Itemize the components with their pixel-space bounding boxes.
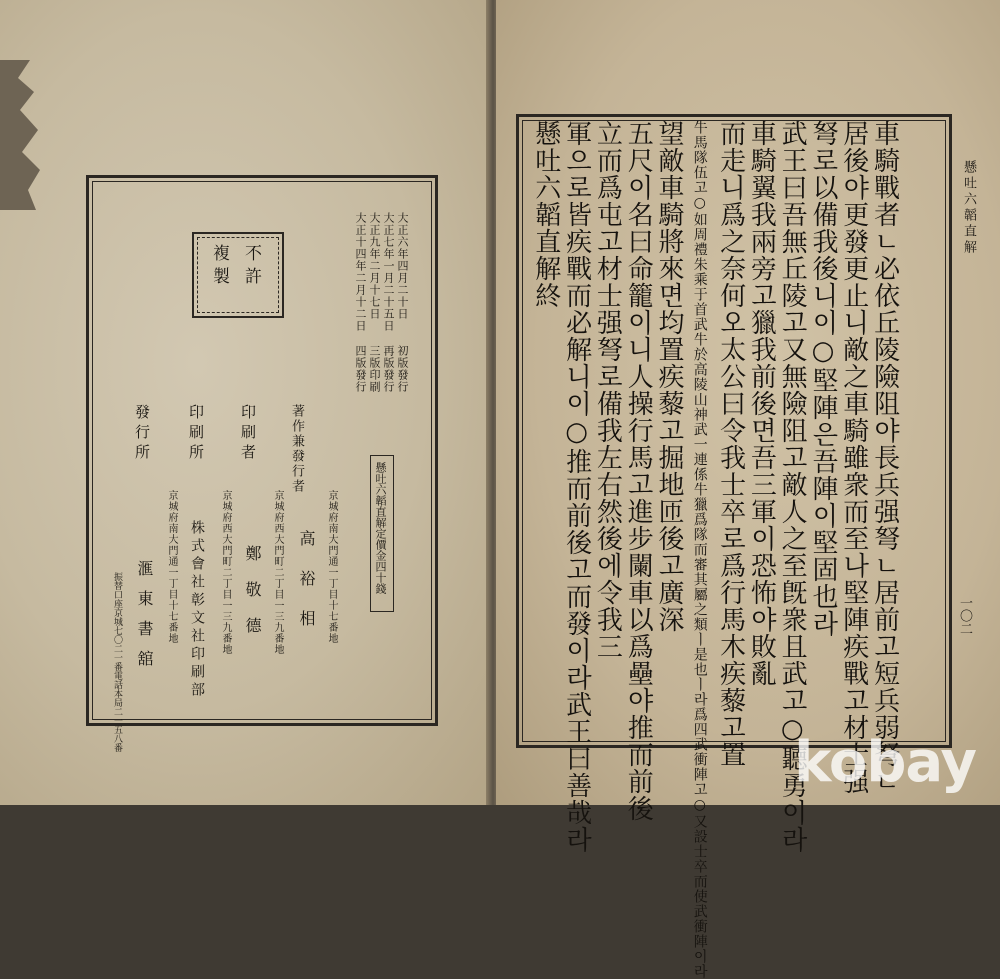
copyright-stamp (192, 232, 284, 318)
stamp-line-1: 不許 (241, 244, 261, 290)
edition-label-3: 三版印刷 (368, 345, 381, 393)
date-first-edition: 大正六年四月二十日 (396, 212, 409, 320)
text-column-8: 望敵車騎將來면均置疾藜고掘地匝後고廣深 (653, 120, 684, 633)
credit-address-printer: 京城府西大門町二丁目一三九番地 (272, 490, 283, 655)
text-column-1: 車騎戰者ㄴ必依丘陵險阻야長兵强弩ㄴ居前고短兵弱弩ㄴ (869, 120, 900, 795)
edition-label-1: 初版發行 (396, 345, 409, 393)
text-column-5: 車騎翼我兩旁고獵我前後면吾三軍이恐怖야敗亂 (746, 120, 777, 687)
text-column-9: 五尺이名曰命籠이니人操行馬고進步闌車以爲壘야推而前後 (623, 120, 654, 822)
phone-account-info: 振替口座京城七〇二一番電話本局二一五八番 (112, 572, 122, 752)
page-number: 一〇二 (957, 596, 972, 635)
text-column-4: 武王曰吾無丘陵고又無險阻고敵人之至旣衆且武고○聽勇이라 (777, 120, 808, 853)
credit-role-print-house: 印刷所 (187, 404, 205, 464)
text-column-11: 軍으로皆疾戰而必解니이○推而前後고而發이라武王曰善哉라 (561, 120, 592, 853)
date-second-edition: 大正七年一月二十五日 (382, 212, 395, 332)
credit-name-publisher: 滙東書舘 (135, 560, 154, 680)
credit-name-printer: 鄭敬德 (243, 545, 262, 653)
credit-address-print-house: 京城府西大門町二丁目一三九番地 (220, 490, 231, 655)
date-third-edition: 大正九年二月十七日 (368, 212, 381, 320)
text-column-12-end: 懸吐六韜直解終 (530, 120, 561, 309)
credit-role-printer: 印刷者 (239, 404, 257, 464)
text-column-2: 居後야更發更止니敵之車騎雖衆而至나堅陣疾戰고材士强 (838, 120, 869, 795)
kobay-watermark: kobay (794, 730, 976, 795)
torn-edge (0, 60, 70, 210)
edition-label-4: 四版發行 (354, 345, 367, 393)
price-label: 懸吐六韜直解定價金四十錢 (374, 462, 387, 594)
running-header-title: 懸吐六韜直解 (961, 160, 976, 256)
credit-role-author: 著作兼發行者 (289, 404, 304, 494)
text-column-10: 立而爲屯고材士强弩로備我左右然後에令我三 (592, 120, 623, 660)
text-column-3: 弩로以備我後니이○堅陣은吾陣이堅固也라 (807, 120, 838, 637)
stamp-line-2: 複製 (209, 244, 229, 290)
price-box (370, 455, 394, 612)
credit-role-publisher: 發行所 (133, 404, 151, 464)
edition-label-2: 再版發行 (382, 345, 395, 393)
text-column-7: 牛馬隊伍고○如周禮朱乘于首武牛於高陵山神武一連係牛獵爲隊而審其屬之類ㅣ是也ㅣ라爲四武衝陣고○又設士卒而使武衝陣이라 (691, 120, 708, 979)
credit-address-publisher: 京城府南大門通一丁目十七番地 (166, 490, 177, 644)
text-column-6: 而走니爲之奈何오太公曰令我士卒로爲行馬木疾藜고置 (715, 120, 746, 768)
date-fourth-edition: 大正十四年二月十二日 (354, 212, 367, 332)
credit-address-author: 京城府南大門通一丁目十七番地 (326, 490, 337, 644)
credit-name-print-house: 株式會社彰文社印刷部 (189, 520, 205, 700)
credit-name-author: 高裕相 (297, 530, 316, 650)
